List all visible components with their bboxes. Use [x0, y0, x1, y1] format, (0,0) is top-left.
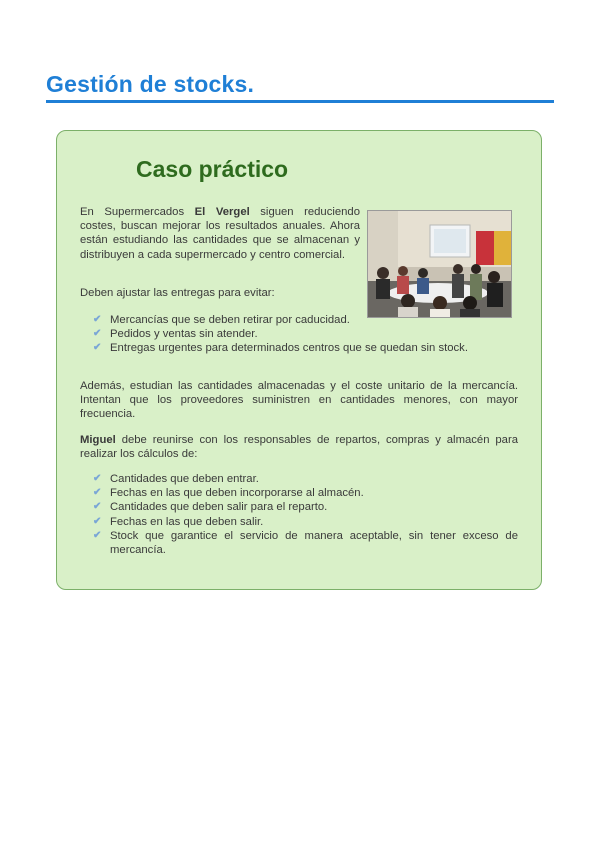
intro-paragraph: [80, 205, 360, 262]
checkmark-icon: ✔: [93, 487, 102, 499]
meeting-paragraph: [80, 433, 518, 461]
checkmark-icon: ✔: [93, 314, 102, 325]
list-item: [93, 313, 360, 327]
checkmark-icon: ✔: [93, 501, 102, 513]
list-item: [93, 472, 518, 486]
list-item: [93, 341, 518, 355]
stock-analysis-paragraph: Además, estudian las cantidades almacenadas y el coste unitario de la mercancía. Intentan que los proveedores suministren en cantidades menores, con mayor frecuencia.: [80, 380, 518, 421]
list-item: [93, 327, 518, 341]
meeting-photo-image: [368, 211, 512, 318]
meeting-text: debe reunirse con los responsables de repartos, compras y almacén para realizar los cálculos de:: [80, 434, 518, 461]
calculations-list: [93, 472, 518, 557]
list-item-text: Entregas urgentes para determinados centros que se quedan sin stock.: [110, 342, 468, 355]
list-item-text: Mercancías que se deben retirar por caducidad.: [110, 314, 350, 326]
checkmark-icon: ✔: [93, 515, 102, 527]
page-title: Gestión de stocks.: [46, 71, 255, 97]
case-study-title: Caso práctico: [136, 156, 289, 182]
list-item-text: Cantidades que deben salir para el reparto.: [110, 501, 328, 514]
list-item: [93, 500, 518, 514]
intro-text-end: siguen reduciendo costes, buscan mejorar los resultados anuales. Ahora están estudiando las cantidades que se almacenan y distribuyen a cada supermercado y centro comercial.: [80, 206, 360, 261]
list-item: [93, 529, 518, 557]
list-item-text: Fechas en las que deben incorporarse al almacén.: [110, 487, 364, 500]
intro-text-start: En Supermercados: [80, 206, 195, 218]
company-name: El Vergel: [194, 206, 250, 218]
person-name: Miguel: [80, 434, 116, 446]
list-item: [93, 486, 518, 500]
checkmark-icon: ✔: [93, 342, 102, 354]
list-item-text: Cantidades que deben entrar.: [110, 473, 259, 485]
list-item-text: Stock que garantice el servicio de manera aceptable, sin tener exceso de mercancía.: [110, 529, 518, 557]
checkmark-icon: ✔: [93, 473, 102, 484]
list-item-text: Pedidos y ventas sin atender.: [110, 328, 258, 341]
checkmark-icon: ✔: [93, 529, 102, 541]
avoid-heading: Deben ajustar las entregas para evitar:: [80, 287, 275, 299]
avoid-list: [93, 313, 518, 356]
list-item: [93, 515, 518, 529]
list-item-text: Fechas en las que deben salir.: [110, 515, 264, 528]
meeting-photo: [367, 210, 512, 318]
checkmark-icon: ✔: [93, 328, 102, 340]
title-underline: [46, 100, 554, 103]
